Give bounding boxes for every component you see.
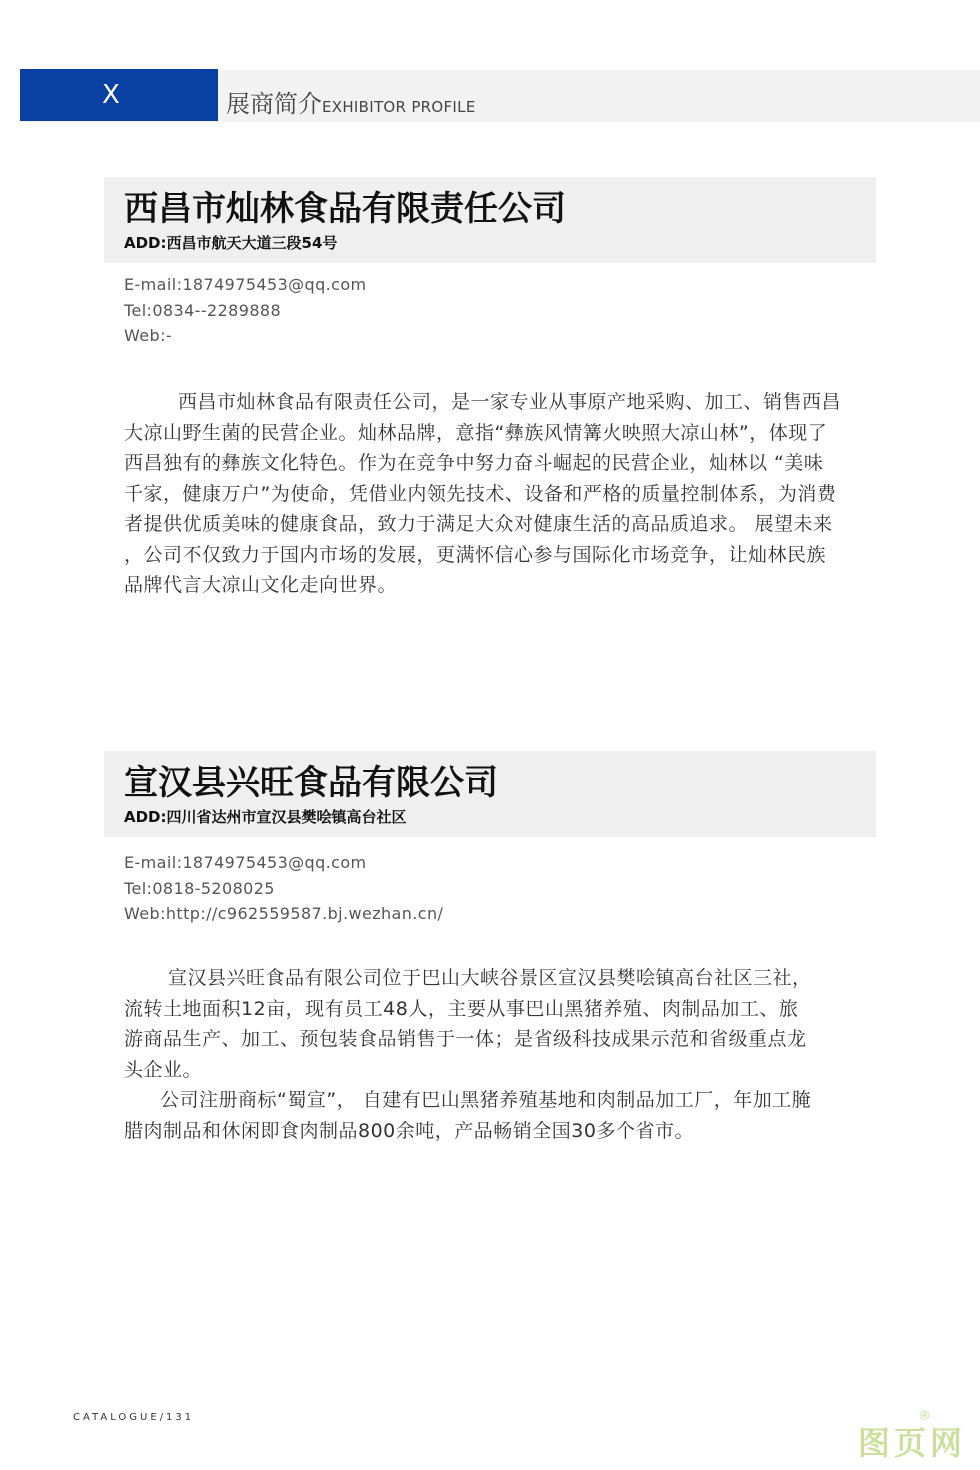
- description-line: 头企业。: [124, 1058, 203, 1081]
- company-email: E-mail:1874975453@qq.com: [124, 853, 367, 872]
- company-contacts-1: [124, 272, 367, 349]
- company-description-2: [124, 963, 812, 1146]
- company-tel: Tel:0834--2289888: [124, 300, 282, 320]
- description-line: 西昌市灿林食品有限责任公司，是一家专业从事原产地采购、加工、销售西昌: [178, 391, 842, 413]
- company-name: 西昌市灿林食品有限责任公司: [124, 189, 566, 229]
- section-title: [226, 84, 476, 119]
- description-line: 西昌独有的彝族文化特色。作为在竞争中努力奋斗崛起的民营企业，灿林以 “美味: [124, 452, 824, 474]
- description-line: 腊肉制品和休闲即食肉制品800余吨，产品畅销全国30多个省市。: [124, 1119, 694, 1142]
- company-description-1: [124, 387, 841, 601]
- section-letter-block: [20, 69, 218, 121]
- description-line: 游商品生产、加工、预包装食品销售于一体；是省级科技成果示范和省级重点龙: [124, 1028, 807, 1050]
- company-address: ADD:西昌市航天大道三段54号: [124, 234, 338, 252]
- page-footer: CATALOGUE/131: [73, 1412, 195, 1423]
- description-line: 者提供优质美味的健康食品，致力于满足大众对健康生活的高品质追求。 展望未来: [124, 513, 833, 535]
- section-title-en: EXHIBITOR PROFILE: [322, 98, 476, 116]
- description-line: 大凉山野生菌的民营企业。灿林品牌，意指“彝族风情篝火映照大凉山林”，体现了: [124, 421, 828, 444]
- section-letter: X: [102, 80, 120, 110]
- description-line: 品牌代言大凉山文化走向世界。: [124, 574, 398, 596]
- company-contacts-2: [124, 850, 443, 927]
- company-name: 宣汉县兴旺食品有限公司: [124, 763, 498, 803]
- company-web: Web:http://c962559587.bj.wezhan.cn/: [124, 904, 444, 923]
- description-line: 流转土地面积12亩，现有员工48人，主要从事巴山黑猪养殖、肉制品加工、旅: [124, 997, 799, 1020]
- company-header-2: [104, 751, 876, 837]
- description-line: 宣汉县兴旺食品有限公司位于巴山大峡谷景区宣汉县樊哙镇高台社区三社，: [168, 967, 812, 989]
- company-tel: Tel:0818-5208025: [124, 878, 275, 898]
- description-line: ，公司不仅致力于国内市场的发展，更满怀信心参与国际化市场竞争，让灿林民族: [124, 543, 827, 566]
- company-email: E-mail:1874975453@qq.com: [124, 275, 367, 294]
- company-header-1: [104, 177, 876, 263]
- watermark-registered-mark: ®: [918, 1409, 931, 1424]
- description-line: 公司注册商标“蜀宣”， 自建有巴山黑猪养殖基地和肉制品加工厂，年加工腌: [160, 1089, 812, 1111]
- company-web: Web:-: [124, 326, 173, 345]
- section-title-cn: 展商简介: [226, 90, 322, 118]
- company-address: ADD:四川省达州市宣汉县樊哙镇高台社区: [124, 808, 407, 826]
- watermark-logo: 图页网: [858, 1424, 967, 1462]
- description-line: 千家，健康万户”为使命，凭借业内领先技术、设备和严格的质量控制体系，为消费: [124, 482, 837, 505]
